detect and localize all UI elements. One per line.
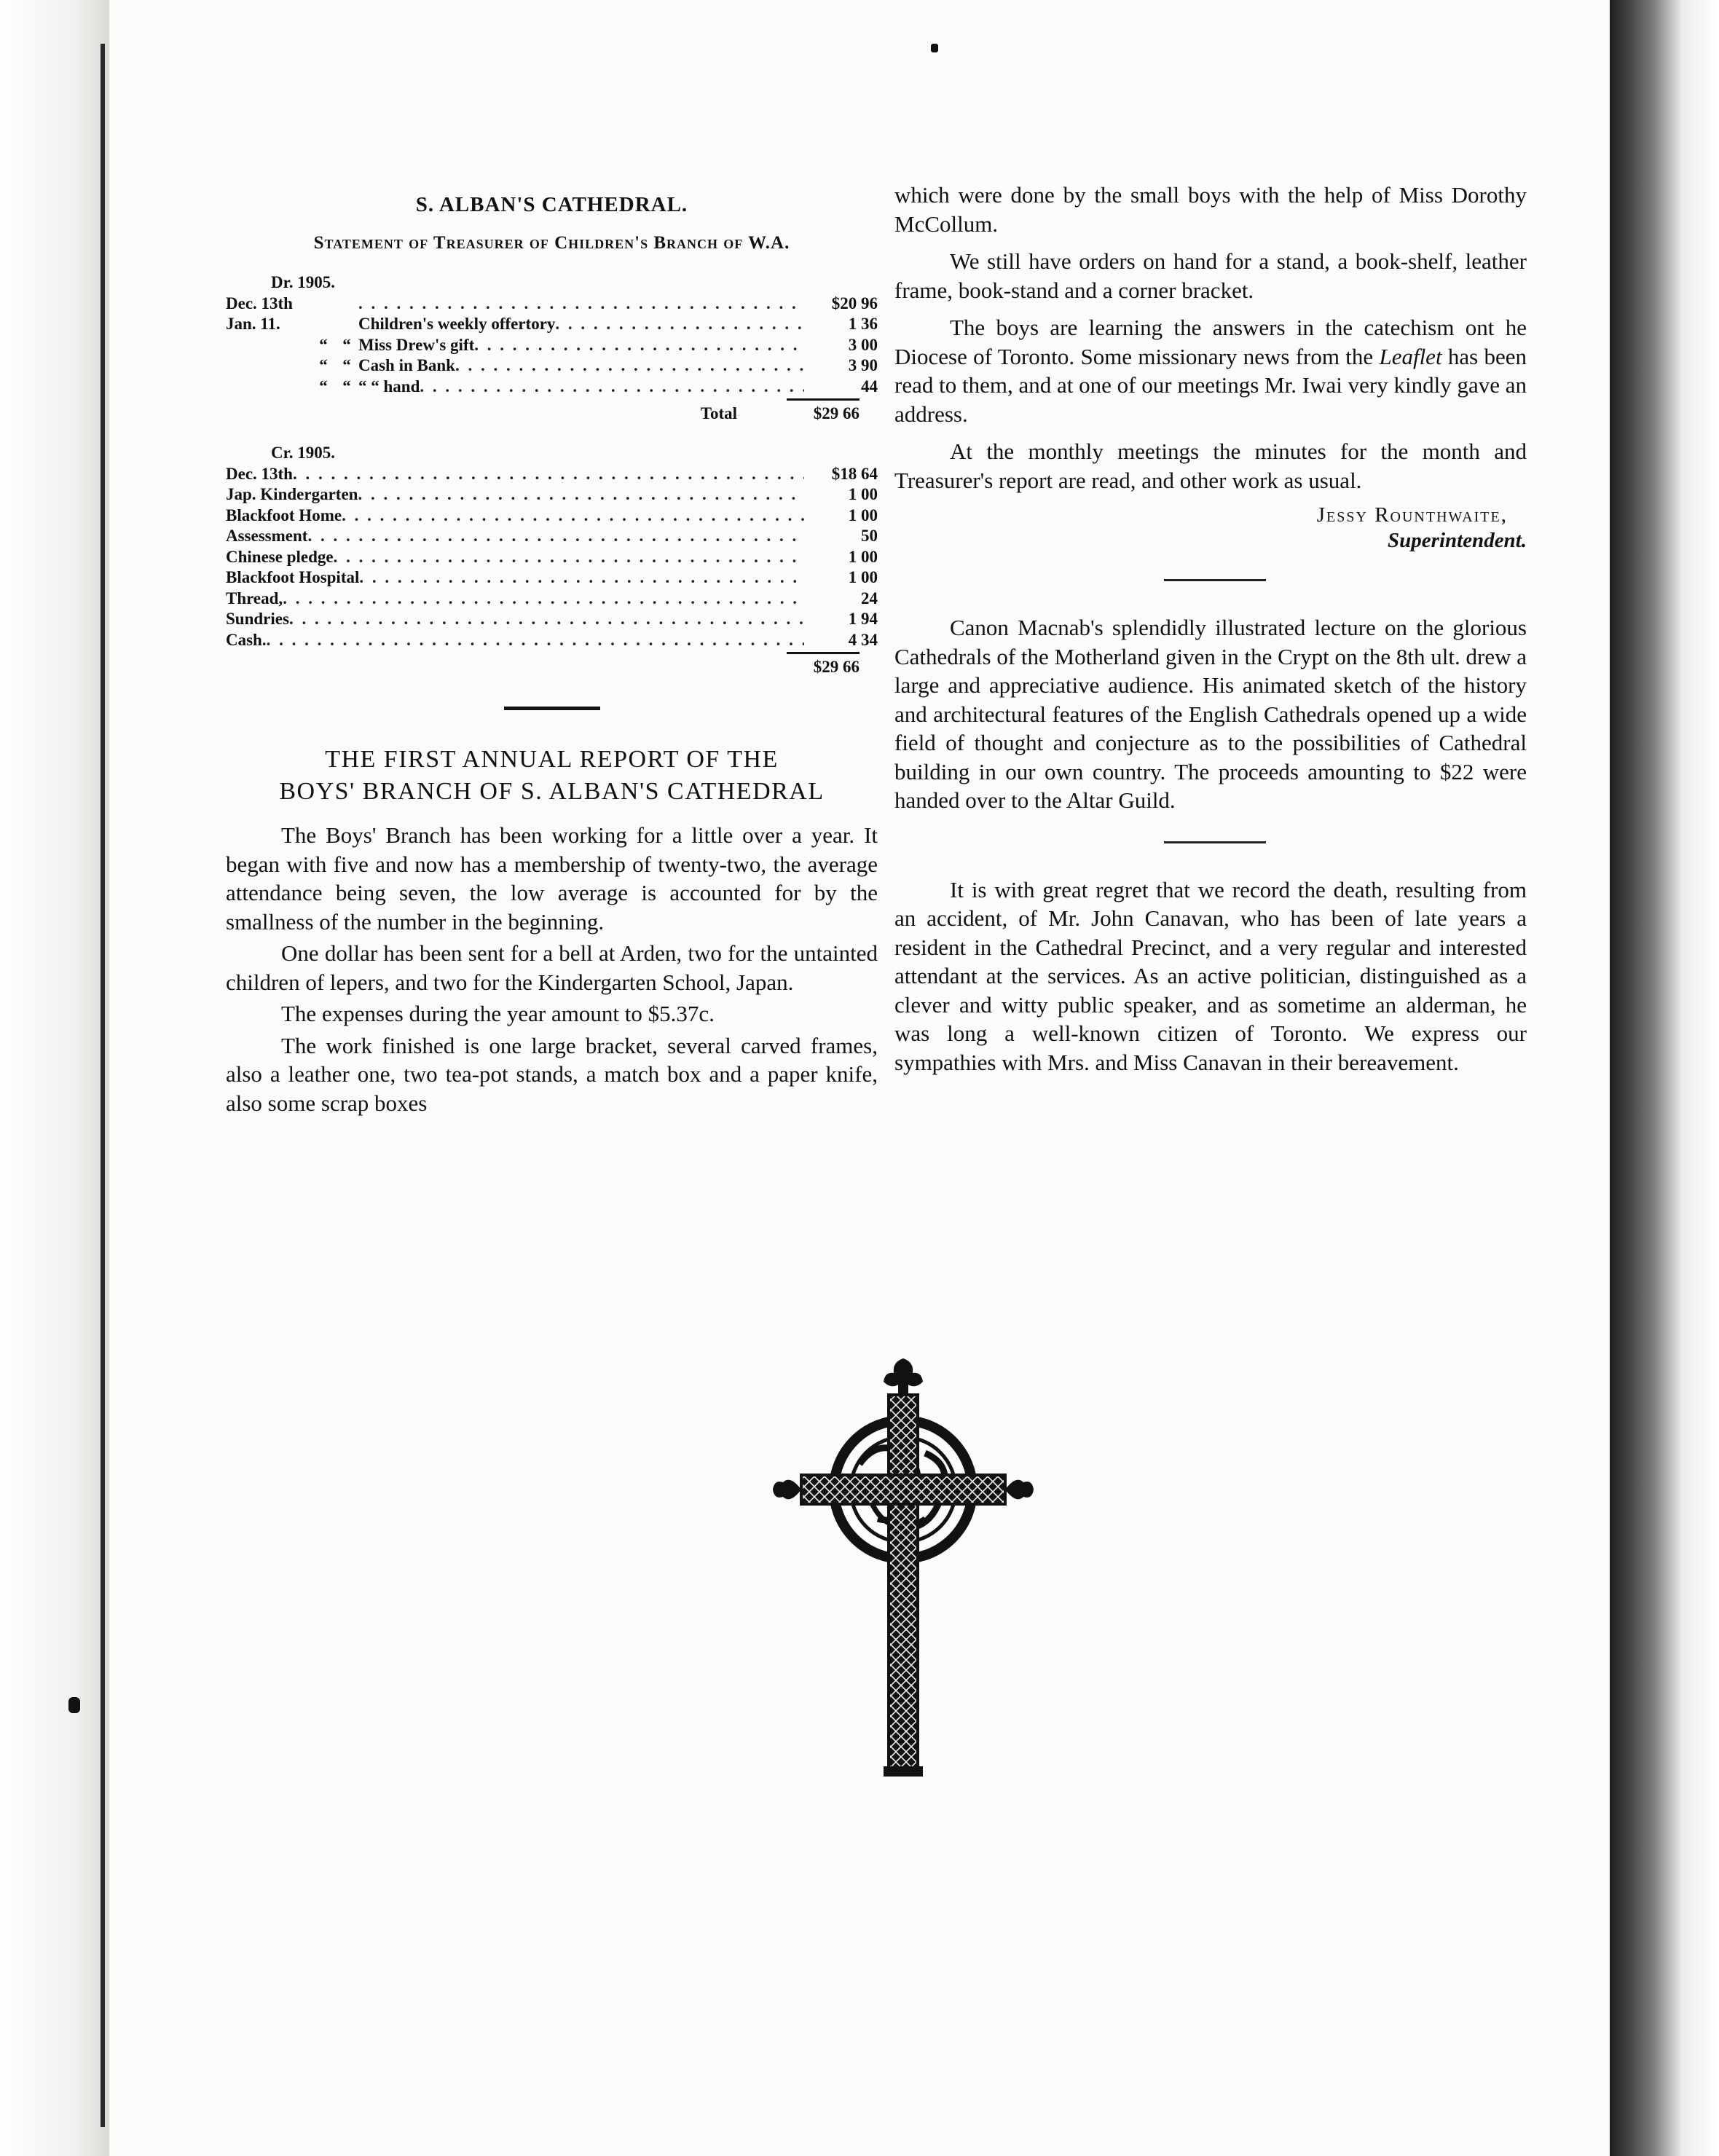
- leader-dots: [342, 505, 804, 527]
- debit-header: Dr. 1905.: [271, 273, 335, 291]
- left-margin-strip: [0, 0, 109, 2156]
- celtic-cross-icon: [768, 1344, 1038, 1781]
- total-label: Total: [700, 404, 737, 422]
- debit-rows: [226, 294, 878, 398]
- ledger-label: “ “ hand: [358, 377, 420, 396]
- leader-dots: [334, 547, 804, 568]
- ditto-mark: “: [319, 377, 328, 396]
- total-amount: $29 66: [813, 658, 860, 676]
- ledger-amount: 24: [861, 589, 878, 607]
- ledger-row: [226, 630, 878, 651]
- credit-total-row: [226, 657, 878, 682]
- report-paragraph: We still have orders on hand for a stand, a book-shelf, leather frame, book-stand and a corner bracket.: [894, 248, 1527, 303]
- ledger-row: [226, 505, 878, 527]
- ledger-row: [226, 567, 878, 589]
- page-edge-shadow: [101, 44, 105, 2127]
- ledger-label: Cash.: [226, 630, 267, 649]
- ledger-amount: 1 00: [848, 505, 878, 524]
- ledger-row: [226, 464, 878, 485]
- ditto-mark: “: [319, 335, 328, 354]
- report-title: [226, 744, 878, 808]
- sum-rule: [787, 398, 860, 401]
- ledger-row: [226, 314, 878, 335]
- leader-dots: [420, 377, 804, 398]
- right-column: [894, 181, 1527, 1085]
- leader-dots: [358, 484, 804, 505]
- signature-name: Jessy Rounthwaite,: [1316, 503, 1508, 527]
- ledger-label: Blackfoot Home: [226, 505, 342, 524]
- leader-dots: [283, 589, 804, 610]
- ledger-row: [226, 335, 878, 356]
- ledger-label: Cash in Bank: [358, 356, 455, 374]
- credit-header: Cr. 1905.: [271, 444, 335, 462]
- statement-title: Statement of Treasurer of Children's Branch of W.A.: [313, 233, 790, 253]
- ditto-mark: “: [342, 377, 351, 396]
- report-paragraph: which were done by the small boys with the help of Miss Dorothy McCollum.: [894, 182, 1527, 237]
- section-divider: [504, 707, 600, 710]
- ledger-label: Children's weekly offertory: [358, 315, 556, 333]
- ledger-amount: $18 64: [831, 464, 878, 483]
- leader-dots: [359, 567, 804, 589]
- ledger-amount: 3 90: [848, 356, 878, 374]
- leader-dots: [555, 314, 804, 335]
- ledger-amount: 1 00: [848, 547, 878, 566]
- ledger-row: [226, 377, 878, 398]
- ledger-amount: 44: [861, 377, 878, 396]
- obituary-paragraph: It is with great regret that we record the death, resulting from an accident, of Mr. John Canavan, who has been of late years a resident in the Cathedral Precinct, and a very regular and interested attendant at the services. As an active politician, distinguished as a clever and witty public speaker, and as sometime an alderman, he was long a well-known citizen of Toronto. We express our sympathies with Mrs. and Miss Canavan in their bereavement.: [894, 876, 1527, 1075]
- section-title: S. ALBAN'S CATHEDRAL.: [415, 193, 688, 216]
- leader-dots: [474, 335, 804, 356]
- ledger-label: Blackfoot Hospital: [226, 568, 360, 586]
- ledger-row: [226, 484, 878, 505]
- ink-speck: [931, 44, 938, 52]
- ledger-amount: 4 34: [848, 630, 878, 649]
- leader-dots: [267, 630, 804, 651]
- report-title-line: THE FIRST ANNUAL REPORT OF THE: [325, 746, 779, 773]
- leader-dots: [455, 355, 804, 377]
- debit-total-row: [226, 404, 878, 428]
- ledger-row: [226, 526, 878, 547]
- ledger-amount: 1 00: [848, 485, 878, 503]
- ditto-mark: “: [342, 335, 351, 354]
- signature-role: Superintendent.: [1388, 529, 1527, 552]
- report-title-line: BOYS' BRANCH OF S. ALBAN'S CATHEDRAL: [279, 778, 825, 805]
- binding-edge: [1610, 0, 1719, 2156]
- ledger-amount: 1 00: [848, 568, 878, 586]
- ledger-label: Jap. Kindergarten: [226, 485, 358, 503]
- ledger-amount: 1 94: [848, 610, 878, 628]
- ledger-label: Sundries: [226, 610, 289, 628]
- total-amount: $29 66: [813, 404, 860, 422]
- leader-dots: [289, 609, 804, 630]
- ledger-row: [226, 589, 878, 610]
- ledger-row: [226, 609, 878, 630]
- left-column: [226, 193, 878, 1117]
- ledger-label: Chinese pledge: [226, 547, 334, 566]
- sum-rule: [787, 652, 860, 654]
- ledger-row: [226, 547, 878, 568]
- ledger-label: Assessment: [226, 527, 308, 545]
- credit-rows: [226, 464, 878, 651]
- ditto-mark: “: [319, 356, 328, 374]
- section-divider: [1164, 841, 1266, 843]
- treasurer-ledger: [226, 272, 878, 682]
- ledger-amount: 1 36: [848, 315, 878, 333]
- leaflet-title: Leaflet: [1379, 343, 1442, 369]
- report-paragraph: At the monthly meetings the minutes for the month and Treasurer's report are read, and other work as usual.: [894, 438, 1527, 493]
- leader-dots: [307, 526, 804, 547]
- ledger-label: Miss Drew's gift: [358, 335, 475, 354]
- ledger-amount: $20 96: [831, 294, 878, 312]
- ink-speck: [68, 1697, 80, 1713]
- ledger-amount: 3 00: [848, 335, 878, 354]
- leader-dots: [293, 464, 804, 485]
- lecture-paragraph: Canon Macnab's splendidly illustrated lecture on the glorious Cathedrals of the Motherland given in the Crypt on the 8th ult. drew a large and appreciative audience. His animated sketch of the history and architectural features of the English Cathedrals opened up a wide field of thought and conjecture as to the possibilities of Cathedral building in our own country. The proceeds amounting to $22 were handed over to the Altar Guild.: [894, 615, 1527, 813]
- ledger-date: Jan. 11.: [226, 315, 280, 333]
- section-divider: [1164, 579, 1266, 581]
- leader-dots: [358, 294, 804, 315]
- report-paragraph: The Boys' Branch has been working for a little over a year. It began with five and now has a membership of twenty-two, the average attendance being seven, the low average is accounted for by the smallness of the number in the beginning.: [226, 822, 878, 935]
- ledger-label: Dec. 13th: [226, 464, 293, 483]
- ledger-date: Dec. 13th: [226, 294, 293, 312]
- report-paragraph: The boys are learning the answers in the catechism ont he Diocese of Toronto. Some missionary news from the Leaflet has been read to them, and at one of our meetings Mr. Iwai very kindly gave an address.: [894, 315, 1527, 427]
- ledger-row: [226, 355, 878, 377]
- report-paragraph: One dollar has been sent for a bell at Arden, two for the untainted children of lepers, and two for the Kindergarten School, Japan.: [226, 940, 878, 995]
- ledger-label: Thread,: [226, 589, 283, 607]
- ledger-amount: 50: [861, 527, 878, 545]
- report-paragraph: The expenses during the year amount to $5.37c.: [281, 1001, 715, 1026]
- ledger-row: [226, 294, 878, 315]
- report-paragraph: The work finished is one large bracket, several carved frames, also a leather one, two tea-pot stands, a match box and a paper knife, also some scrap boxes: [226, 1032, 878, 1116]
- ditto-mark: “: [342, 356, 351, 374]
